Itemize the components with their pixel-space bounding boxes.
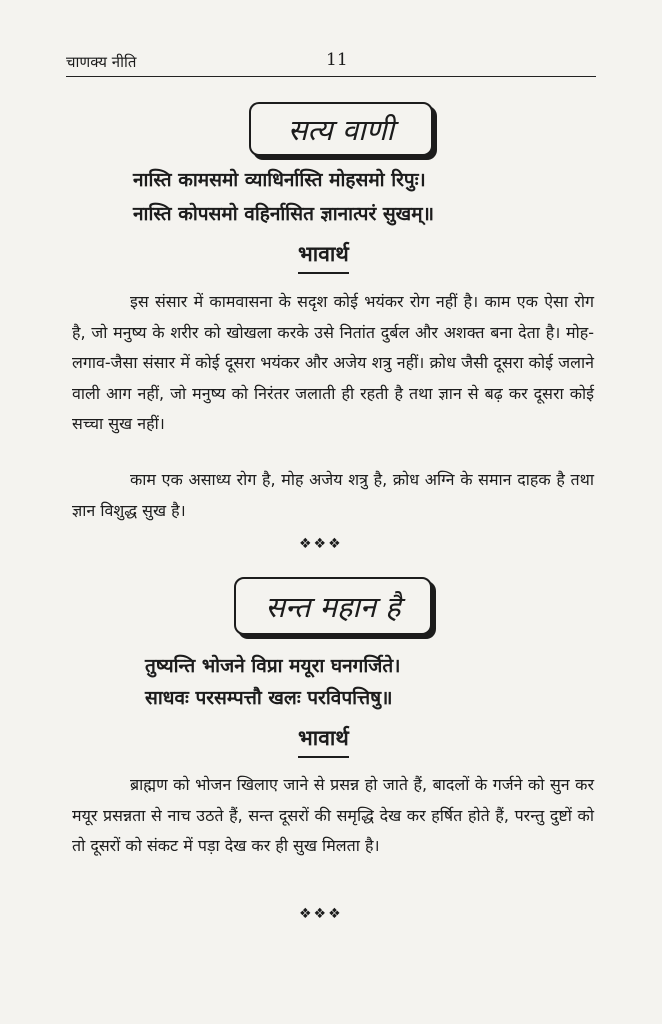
summary-paragraph: काम एक असाध्य रोग है, मोह अजेय शत्रु है, क्रोध अग्नि के समान दाहक है तथा ज्ञान विशुद्ध सुख है। bbox=[72, 470, 594, 520]
section-title-sant-mahan: सन्त महान है bbox=[234, 577, 432, 635]
verse-line-2: नास्ति कोपसमो वहिर्नासित ज्ञानात्परं सुखम्॥ bbox=[133, 203, 434, 225]
explanation-paragraph: ब्राह्मण को भोजन खिलाए जाने से प्रसन्न हो जाते हैं, बादलों के गर्जने को सुन कर मयूर प्रसन्नता से नाच उठते हैं, सन्त दूसरों की समृद्धि देख कर हर्षित होते हैं, परन्तु दुष्टों को तो दूसरों को संकट में पड़ा देख कर ही सुख मिलता है। bbox=[72, 775, 594, 855]
verse-line-1: नास्ति कामसमो व्याधिर्नास्ति मोहसमो रिपुः। bbox=[133, 169, 426, 191]
explanation-paragraph: इस संसार में कामवासना के सदृश कोई भयंकर रोग नहीं है। काम एक ऐसा रोग है, जो मनुष्य के शरीर को खोखला करके उसे नितांत दुर्बल और अशक्त बना देता है। मोह-लगाव-जैसा संसार में कोई दूसरा भयंकर और अजेय शत्रु नहीं। क्रोध जैसी दूसरा कोई जलाने वाली आग नहीं, जो मनुष्य को निरंतर जलाती ही रहती है तथा ज्ञान से बढ़ कर दूसरा कोई सच्चा सुख नहीं। bbox=[72, 292, 594, 433]
ornament-divider: ❖❖❖ bbox=[299, 536, 343, 552]
bhavarth-heading: भावार्थ bbox=[298, 724, 349, 758]
verse-line-2: साधवः परसम्पत्तौ खलः परविपत्तिषु॥ bbox=[145, 687, 393, 709]
ornament-divider: ❖❖❖ bbox=[299, 906, 343, 922]
running-title: चाणक्य नीति bbox=[66, 53, 137, 71]
verse-line-1: तुष्यन्ति भोजने विप्रा मयूरा घनगर्जिते। bbox=[145, 655, 401, 677]
section-title-satya-vani: सत्य वाणी bbox=[249, 102, 433, 156]
bhavarth-heading: भावार्थ bbox=[298, 240, 349, 274]
page-header bbox=[66, 50, 596, 77]
page-number: 11 bbox=[326, 50, 348, 70]
